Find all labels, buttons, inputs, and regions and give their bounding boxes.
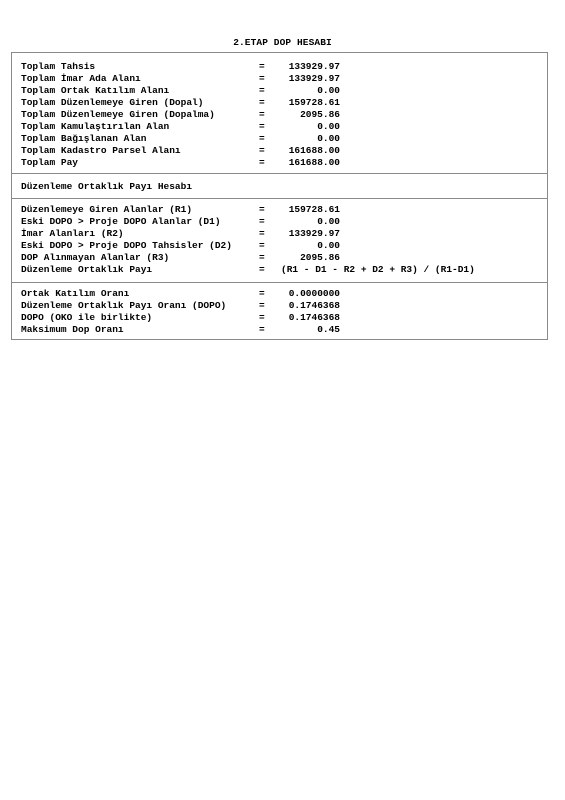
row-toplam-imar-ada-alani	[21, 73, 541, 85]
row-label: Ortak Katılım Oranı	[21, 288, 130, 299]
row-value: 161688.00	[288, 145, 340, 156]
row-maksimum-dop-orani	[21, 324, 541, 336]
row-equals: =	[259, 157, 265, 168]
totals-section	[21, 61, 541, 169]
row-value: 0.00	[317, 121, 340, 132]
section-divider	[12, 282, 547, 283]
row-label: Maksimum Dop Oranı	[21, 324, 124, 335]
row-value: 0.0000000	[288, 288, 340, 299]
row-eski-dopo-tahsisler	[21, 240, 541, 252]
row-value: 0.00	[317, 85, 340, 96]
row-value: 133929.97	[288, 61, 340, 72]
row-toplam-ortak-katilim-alani	[21, 85, 541, 97]
row-value: 0.1746368	[288, 312, 340, 323]
row-duzenleme-ortaklik-payi-formula	[21, 264, 541, 276]
row-value: 161688.00	[288, 157, 340, 168]
row-dopo	[21, 300, 541, 312]
row-label: Toplam Düzenlemeye Giren (Dopalma)	[21, 109, 215, 120]
row-value: 2095.86	[300, 252, 340, 263]
section-divider	[12, 173, 547, 174]
row-label: Eski DOPO > Proje DOPO Alanlar (D1)	[21, 216, 221, 227]
row-value: 159728.61	[288, 204, 340, 215]
dop-calculation-table	[11, 52, 548, 340]
row-equals: =	[259, 312, 265, 323]
formula-text: (R1 - D1 - R2 + D2 + R3) / (R1-D1)	[281, 264, 475, 275]
row-label: Toplam Pay	[21, 157, 79, 168]
row-dop-alinmayan-alanlar	[21, 252, 541, 264]
row-equals: =	[259, 264, 265, 275]
row-imar-alanlari	[21, 228, 541, 240]
row-equals: =	[259, 145, 265, 156]
row-equals: =	[259, 73, 265, 84]
row-label: Eski DOPO > Proje DOPO Tahsisler (D2)	[21, 240, 232, 251]
document-title: 2.ETAP DOP HESABI	[233, 37, 332, 48]
row-toplam-bagislanan-alan	[21, 133, 541, 145]
row-label: İmar Alanları (R2)	[21, 228, 124, 239]
row-equals: =	[259, 204, 265, 215]
row-value: 0.1746368	[288, 300, 340, 311]
row-equals: =	[259, 61, 265, 72]
row-equals: =	[259, 133, 265, 144]
row-equals: =	[259, 240, 265, 251]
row-label: Düzenleme Ortaklık Payı	[21, 264, 153, 275]
row-value: 0.00	[317, 133, 340, 144]
row-label: Toplam Bağışlanan Alan	[21, 133, 147, 144]
formula-inputs-section	[21, 204, 541, 276]
row-label: Toplam Tahsis	[21, 61, 96, 72]
row-label: Toplam Kamulaştırılan Alan	[21, 121, 170, 132]
row-toplam-kadastro-parsel-alani	[21, 145, 541, 157]
ratios-section	[21, 288, 541, 336]
row-label: Toplam Kadastro Parsel Alanı	[21, 145, 181, 156]
row-value: 0.00	[317, 216, 340, 227]
row-equals: =	[259, 252, 265, 263]
row-value: 133929.97	[288, 228, 340, 239]
row-label: Düzenlemeye Giren Alanlar (R1)	[21, 204, 193, 215]
row-eski-dopo-alanlar	[21, 216, 541, 228]
row-equals: =	[259, 300, 265, 311]
row-equals: =	[259, 97, 265, 108]
row-equals: =	[259, 85, 265, 96]
row-toplam-duzenlemeye-giren-dopal	[21, 97, 541, 109]
row-value: 159728.61	[288, 97, 340, 108]
row-value: 0.00	[317, 240, 340, 251]
row-value: 2095.86	[300, 109, 340, 120]
row-label: Toplam Düzenlemeye Giren (Dopal)	[21, 97, 204, 108]
row-dopo-oko-ile-birlikte	[21, 312, 541, 324]
row-value: 133929.97	[288, 73, 340, 84]
section-heading: Düzenleme Ortaklık Payı Hesabı	[21, 181, 193, 192]
row-label: Düzenleme Ortaklık Payı Oranı (DOPO)	[21, 300, 227, 311]
row-toplam-tahsis	[21, 61, 541, 73]
row-equals: =	[259, 121, 265, 132]
row-value: 0.45	[317, 324, 340, 335]
row-toplam-duzenlemeye-giren-dopalma	[21, 109, 541, 121]
row-label: DOPO (OKO ile birlikte)	[21, 312, 153, 323]
row-equals: =	[259, 109, 265, 120]
row-equals: =	[259, 288, 265, 299]
row-duzenlemeye-giren-alanlar	[21, 204, 541, 216]
section-divider	[12, 198, 547, 199]
row-label: DOP Alınmayan Alanlar (R3)	[21, 252, 170, 263]
row-equals: =	[259, 324, 265, 335]
row-label: Toplam İmar Ada Alanı	[21, 73, 141, 84]
row-ortak-katilim-orani	[21, 288, 541, 300]
row-equals: =	[259, 228, 265, 239]
row-equals: =	[259, 216, 265, 227]
row-label: Toplam Ortak Katılım Alanı	[21, 85, 170, 96]
row-toplam-kamulastirilan-alan	[21, 121, 541, 133]
row-toplam-pay	[21, 157, 541, 169]
